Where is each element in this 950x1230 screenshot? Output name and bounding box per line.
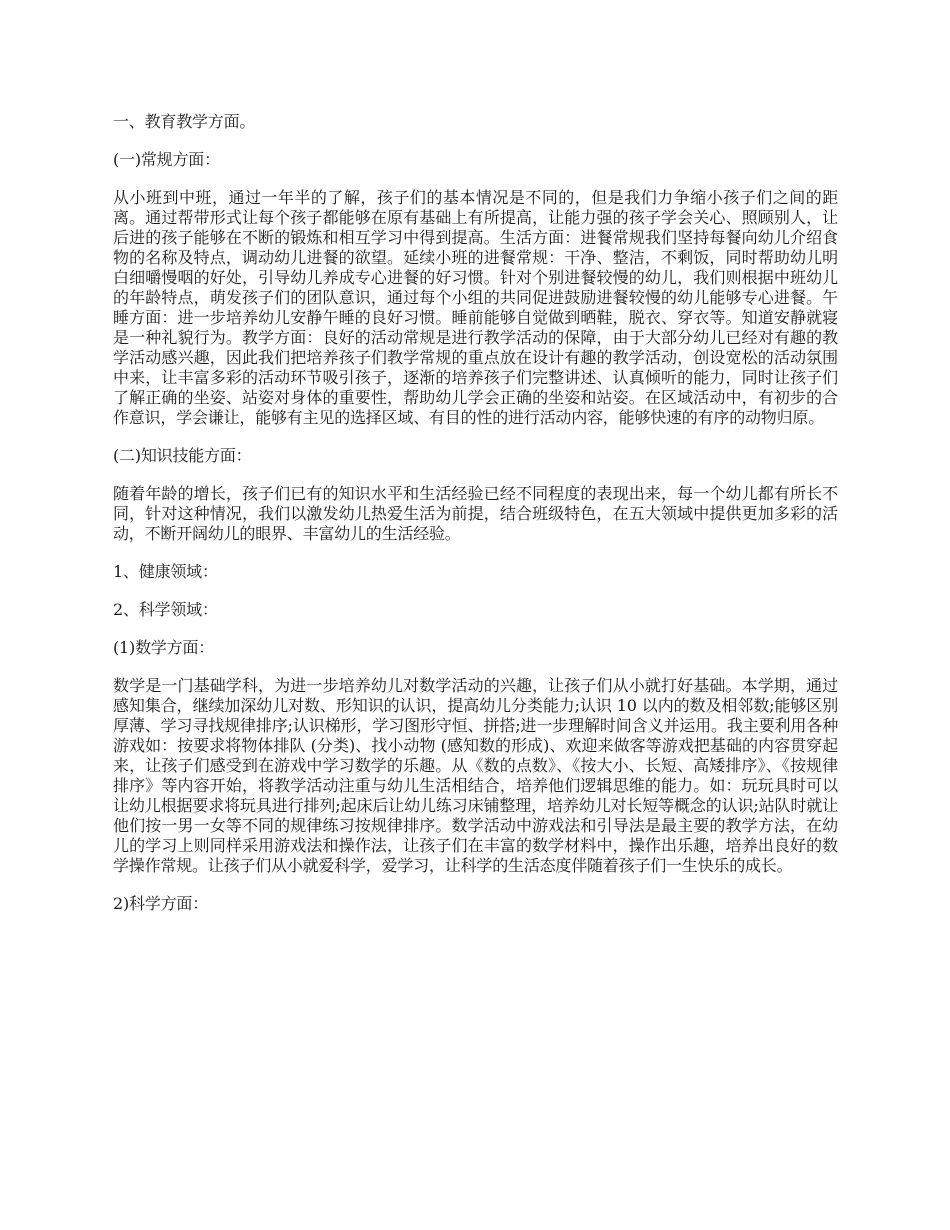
item-math-title: (1)数学方面： <box>113 638 215 657</box>
paragraph-routine: 从小班到中班，通过一年半的了解，孩子们的基本情况是不同的，但是我们力争缩小孩子们之间的距离。通过帮带形式让每个孩子都能够在原有基础上有所提高，让能力强的孩子学会关心、照顾别人，让后进的孩子能够在不断的锻炼和相互学习中得到提高。生活方面：进餐常规我们坚持每餐向幼儿介绍食物的名称及特点，调动幼儿进餐的欲望。延续小班的进餐常规：干净、整洁，不剩饭，同时帮助幼儿明白细嚼慢咽的好处，引导幼儿养成专心进餐的好习惯。针对个别进餐较慢的幼儿，我们则根据中班幼儿的年龄特点，萌发孩子们的团队意识，通过每个小组的共同促进鼓励进餐较慢的幼儿能够专心进餐。午睡方面：进一步培养幼儿安静午睡的良好习惯。睡前能够自觉做到晒鞋，脱衣、穿衣等。知道安静就寝是一种礼貌行为。教学方面：良好的活动常规是进行教学活动的保障，由于大部分幼儿已经对有趣的教学活动感兴趣，因此我们把培养孩子们教学常规的重点放在设计有趣的教学活动，创设宽松的活动氛围中来，让丰富多彩的活动环节吸引孩子，逐渐的培养孩子们完整讲述、认真倾听的能力，同时让孩子们了解正确的坐姿、站姿对身体的重要性，帮助幼儿学会正确的坐姿和站姿。在区域活动中，有初步的合作意识，学会谦让，能够有主见的选择区域、有目的性的进行活动内容，能够快速的有序的动物归原。 <box>113 188 838 427</box>
section-title: 一、教育教学方面。 <box>113 112 256 131</box>
subsection-title-knowledge: (二)知识技能方面： <box>113 446 252 465</box>
item-health: 1、健康领域： <box>113 562 218 581</box>
paragraph-knowledge: 随着年龄的增长，孩子们已有的知识水平和生活经验已经不同程度的表现出来，每一个幼儿都有所长不同，针对这种情况，我们以激发幼儿热爱生活为前提，结合班级特色，在五大领域中提供更加多彩的活动，不断开阔幼儿的眼界、丰富幼儿的生活经验。 <box>113 484 838 543</box>
subsection-title-routine: (一)常规方面： <box>113 150 220 169</box>
document-page <box>113 112 838 932</box>
item-science-title: 2)科学方面： <box>113 894 209 913</box>
item-science: 2、科学领域： <box>113 600 218 619</box>
paragraph-math: 数学是一门基础学科，为进一步培养幼儿对数学活动的兴趣，让孩子们从小就打好基础。本学期，通过感知集合，继续加深幼儿对数、形知识的认识，提高幼儿分类能力;认识 10 以内的数及相邻数;能够区别厚薄、学习寻找规律排序;认识梯形，学习图形守恒、拼搭;进一步理解时间含义并运用。我主要利用各种游戏如：按要求将物体排队 (分类)、找小动物 (感知数的形成)、欢迎来做客等游戏把基础的内容贯穿起来，让孩子们感受到在游戏中学习数学的乐趣。从《数的点数》、《按大小、长短、高矮排序》、《按规律排序》等内容开始，将教学活动注重与幼儿生活相结合，培养他们逻辑思维的能力。如：玩玩具时可以让幼儿根据要求将玩具进行排列;起床后让幼儿练习床铺整理，培养幼儿对长短等概念的认识;站队时就让他们按一男一女等不同的规律练习按规律排序。数学活动中游戏法和引导法是最主要的教学方法，在幼儿的学习上则同样采用游戏法和操作法，让孩子们在丰富的数学材料中，操作出乐趣，培养出良好的数学操作常规。让孩子们从小就爱科学，爱学习，让科学的生活态度伴随着孩子们一生快乐的成长。 <box>113 676 838 875</box>
